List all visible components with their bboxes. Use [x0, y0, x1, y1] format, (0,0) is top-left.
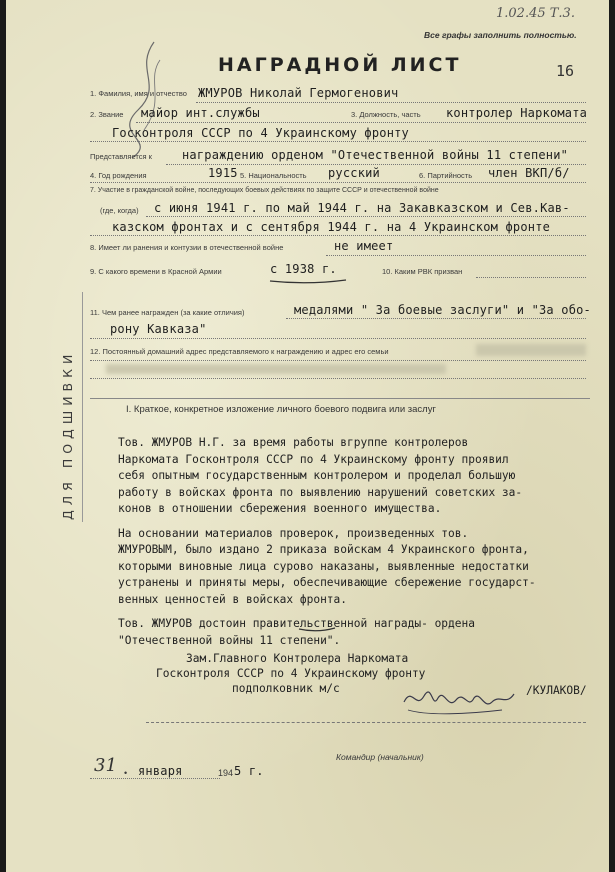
field-11-value: медалями " За боевые заслуги" и "За обо- [294, 303, 591, 317]
field-10-label: 10. Каким РВК призван [382, 267, 463, 276]
field-7-value-cont: казском фронтах и с сентября 1944 г. на 4 Украинском фронте [112, 220, 551, 234]
body-line: ЖМУРОВЫМ, было издано 2 приказа войскам 4 Украинского фронта, [118, 543, 529, 556]
field-2-value: майор инт.службы [141, 106, 260, 120]
section-title: I. Краткое, конкретное изложение личного боевого подвига или заслуг [126, 404, 436, 415]
signer-title-line: подполковник м/с [232, 682, 340, 695]
field-3-label: 3. Должность, часть [351, 110, 421, 119]
award-sheet [6, 0, 609, 872]
body-line: "Отечественной войны 11 степени". [118, 633, 341, 647]
body-line: конов в отношении сбережения военного имущества. [118, 502, 442, 515]
presented-value: награждению орденом "Отечественной войны 11 степени" [182, 148, 569, 162]
underline-mark [268, 278, 348, 286]
date-separator-dot: • [124, 768, 128, 778]
field-5-label: 5. Национальность [240, 171, 307, 180]
signer-title-line: Зам.Главного Контролера Наркомата [186, 652, 409, 665]
field-11-value-cont: рону Кавказа" [110, 322, 207, 336]
field-1-value: ЖМУРОВ Николай Гермогенович [198, 86, 399, 100]
merit-description [118, 436, 536, 650]
commander-label: Командир (начальник) [336, 752, 424, 762]
presented-label: Представляется к [90, 152, 152, 161]
binding-margin-line [82, 292, 83, 522]
body-line [118, 609, 536, 617]
handwritten-signature [398, 680, 518, 720]
body-line: На основании материалов проверок, произведенных тов. [118, 526, 469, 540]
body-line: Наркомата Госконтроля СССР по 4 Украинскому фронту проявил [118, 452, 509, 466]
field-1-label: 1. Фамилия, имя и отчество [90, 89, 187, 98]
body-line: работу в войсках фронта по выявлению нарушений советских за- [118, 485, 523, 499]
body-line: Тов. ЖМУРОВ Н.Г. за время работы вгруппе контролеров [118, 436, 469, 449]
body-line: которыми виновные лица сурово наказаны, выявленные недостатки [118, 559, 529, 573]
field-5-value: русский [328, 166, 380, 180]
date-month: января [138, 764, 183, 778]
body-line: себя опытным государственным контролером и проделал большую [118, 469, 516, 482]
date-day: 31 [94, 755, 117, 776]
body-line: Тов. ЖМУРОВ достоин правительственной награды- ордена [118, 617, 475, 630]
binding-margin-label: ДЛЯ ПОДШИВКИ [60, 349, 75, 520]
field-3-value: контролер Наркомата [446, 106, 588, 120]
signer-name: /КУЛАКОВ/ [526, 684, 587, 697]
field-7-label: 7. Участие в гражданской войне, последующих боевых действиях по защите СССР и отечественной войне [90, 187, 439, 194]
field-9-value: с 1938 г. [270, 262, 337, 276]
field-6-value: член ВКП/б/ [488, 166, 570, 180]
field-7-value: с июня 1941 г. по май 1944 г. на Закавказском и Сев.Кав- [154, 201, 570, 215]
field-6-label: 6. Партийность [419, 171, 473, 180]
top-note: Все графы заполнить полностью. [424, 30, 577, 40]
pencil-scribble [124, 40, 174, 160]
body-line [118, 519, 536, 527]
body-line: устранены и приняты меры, обеспечивающие сбережение государст- [118, 576, 536, 589]
field-8-value: не имеет [334, 239, 394, 253]
field-2-label: 2. Звание [90, 110, 124, 119]
signature-block [156, 652, 425, 697]
field-12-label: 12. Постоянный домашний адрес представляемого к награждению и адрес его семьи [90, 347, 389, 356]
field-7-label-2: (где, когда) [100, 206, 139, 215]
date-year-suffix: 5 г. [234, 764, 264, 778]
underline-mark [297, 626, 337, 634]
archive-mark: 1.02.45 Т.3. [496, 6, 575, 21]
document-number: 16 [556, 62, 575, 80]
field-4-label: 4. Год рождения [90, 171, 147, 180]
signer-title-line: Госконтроля СССР по 4 Украинскому фронту [156, 667, 426, 680]
date-year-prefix: 194 [218, 768, 234, 778]
document-title: НАГРАДНОЙ ЛИСТ [218, 54, 462, 76]
field-11-label: 11. Чем ранее награжден (за какие отличия) [90, 308, 245, 317]
field-3-value-cont: Госконтроля СССР по 4 Украинскому фронту [112, 126, 409, 140]
field-9-label: 9. С какого времени в Красной Армии [90, 267, 222, 276]
field-8-label: 8. Имеет ли ранения и контузии в отечественной войне [90, 243, 284, 252]
body-line: венных ценностей в войсках фронта. [118, 592, 348, 606]
field-4-value: 1915 [208, 166, 238, 180]
